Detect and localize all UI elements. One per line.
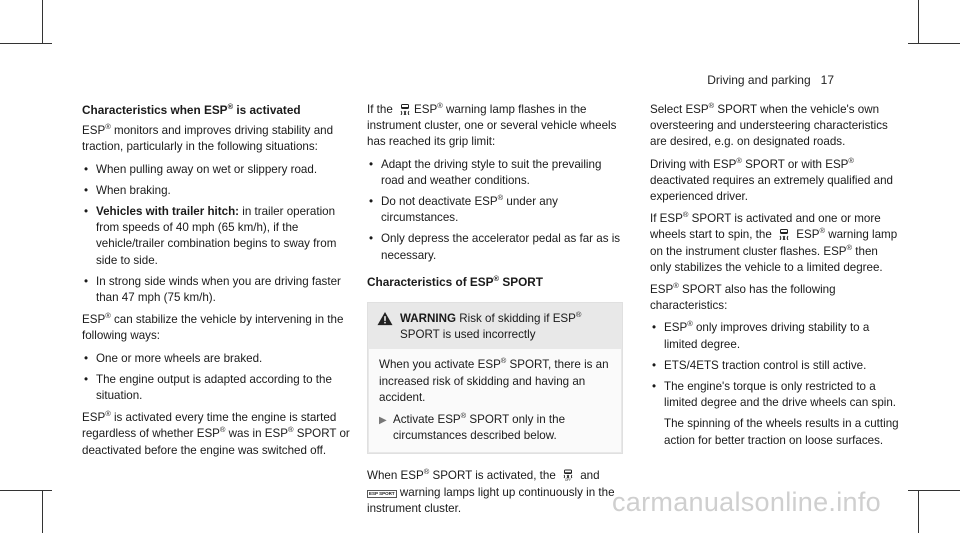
page-number: 17 [820,73,834,87]
situations-list [82,162,354,307]
paragraph: ESP® monitors and improves driving stability and traction, particularly in the following situations: [82,122,334,154]
list-item: The spinning of the wheels results in a cutting action for better traction on loose surfaces. [664,417,899,447]
list-item: • Vehicles with trailer hitch: in trailer operation from speeds of 40 mph (65 km/h), if the vehicle/trailer combination begins to sway from side to side. [82,204,354,269]
crop-mark [0,43,52,44]
list-item: • When braking. [82,183,354,199]
esp-sport-icon: ESP SPORT [369,490,395,496]
paragraph: ESP® can stabilize the vehicle by intervening in the following ways: [82,311,344,343]
crop-mark [42,490,43,533]
list-item: • Only depress the accelerator pedal as far as is necessary. [367,231,623,263]
list-item: • The engine's torque is only restricted to a limited degree and the drive wheels can spin. [650,379,900,411]
list-item: • In strong side winds when you are driving faster than 47 mph (75 km/h). [82,274,354,306]
list-item: • When pulling away on wet or slippery road. [82,162,354,178]
paragraph: Driving with ESP® SPORT or with ESP® deactivated requires an extremely qualified and experienced driver. [650,155,893,204]
crop-mark [908,43,960,44]
warning-step: ▶ Activate ESP® SPORT only in the circumstances described below. [379,412,611,444]
column-right [650,102,900,455]
column-left [82,102,354,465]
heading-esp-sport: Characteristics of ESP® SPORT [367,273,543,289]
column-middle [367,102,623,523]
section-title: Driving and parking [707,73,811,87]
crop-mark [918,490,919,533]
warning-title: WARNING Risk of skidding if ESP® SPORT is used incorrectly [400,310,582,342]
warning-text: When you activate ESP® SPORT, there is an increased risk of skidding and having an accident. [379,356,609,404]
running-header [707,72,834,88]
arrow-right-icon: ▶ [379,415,387,427]
warning-triangle-icon [376,311,394,326]
sport-characteristics-list [650,320,900,448]
list-item: • Do not deactivate ESP® under any circumstances. [367,194,623,226]
svg-text:OFF: OFF [564,478,572,482]
paragraph: When ESP® SPORT is activated, the OFF and ESP SPORT warning lamps light up continuously in the instrument cluster. [367,467,615,515]
warning-box [367,302,623,454]
list-item: • One or more wheels are braked. [82,351,354,367]
list-item: • The engine output is adapted according to the situation. [82,372,354,404]
watermark: carmanualsonline.info [612,487,881,517]
warning-body [369,349,621,452]
skidding-car-icon [778,228,790,240]
list-item: • ESP® only improves driving stability to a limited degree. [650,320,900,352]
paragraph: ESP® SPORT also has the following characteristics: [650,281,836,313]
crop-mark [918,0,919,44]
crop-mark [42,0,43,44]
crop-mark [0,490,52,491]
paragraph: If ESP® SPORT is activated and one or more wheels start to spin, the ESP® warning lamp on the instrument cluster flashes. ESP® then only stabilizes the vehicle to a limited degree. [650,210,898,274]
paragraph: If the ESP® warning lamp flashes in the instrument cluster, one or several vehicle wheels has reached its grip limit: [367,101,617,149]
crop-mark [908,490,960,491]
paragraph: ESP® is activated every time the engine is started regardless of whether ESP® was in ESP® SPORT or deactivated before the engine was switched off. [82,409,350,457]
intervention-list [82,351,354,405]
esp-off-icon [562,469,574,481]
grip-limit-list [367,157,623,264]
list-item: • ETS/4ETS traction control is still active. [650,358,900,374]
skidding-car-icon [399,103,411,115]
heading-esp-activated: Characteristics when ESP® is activated [82,102,301,117]
paragraph: Select ESP® SPORT when the vehicle's own oversteering and understeering characteristics are desired, e.g. on designated roads. [650,101,888,149]
warning-header [368,303,622,349]
list-item: • Adapt the driving style to suit the prevailing road and weather conditions. [367,157,623,189]
